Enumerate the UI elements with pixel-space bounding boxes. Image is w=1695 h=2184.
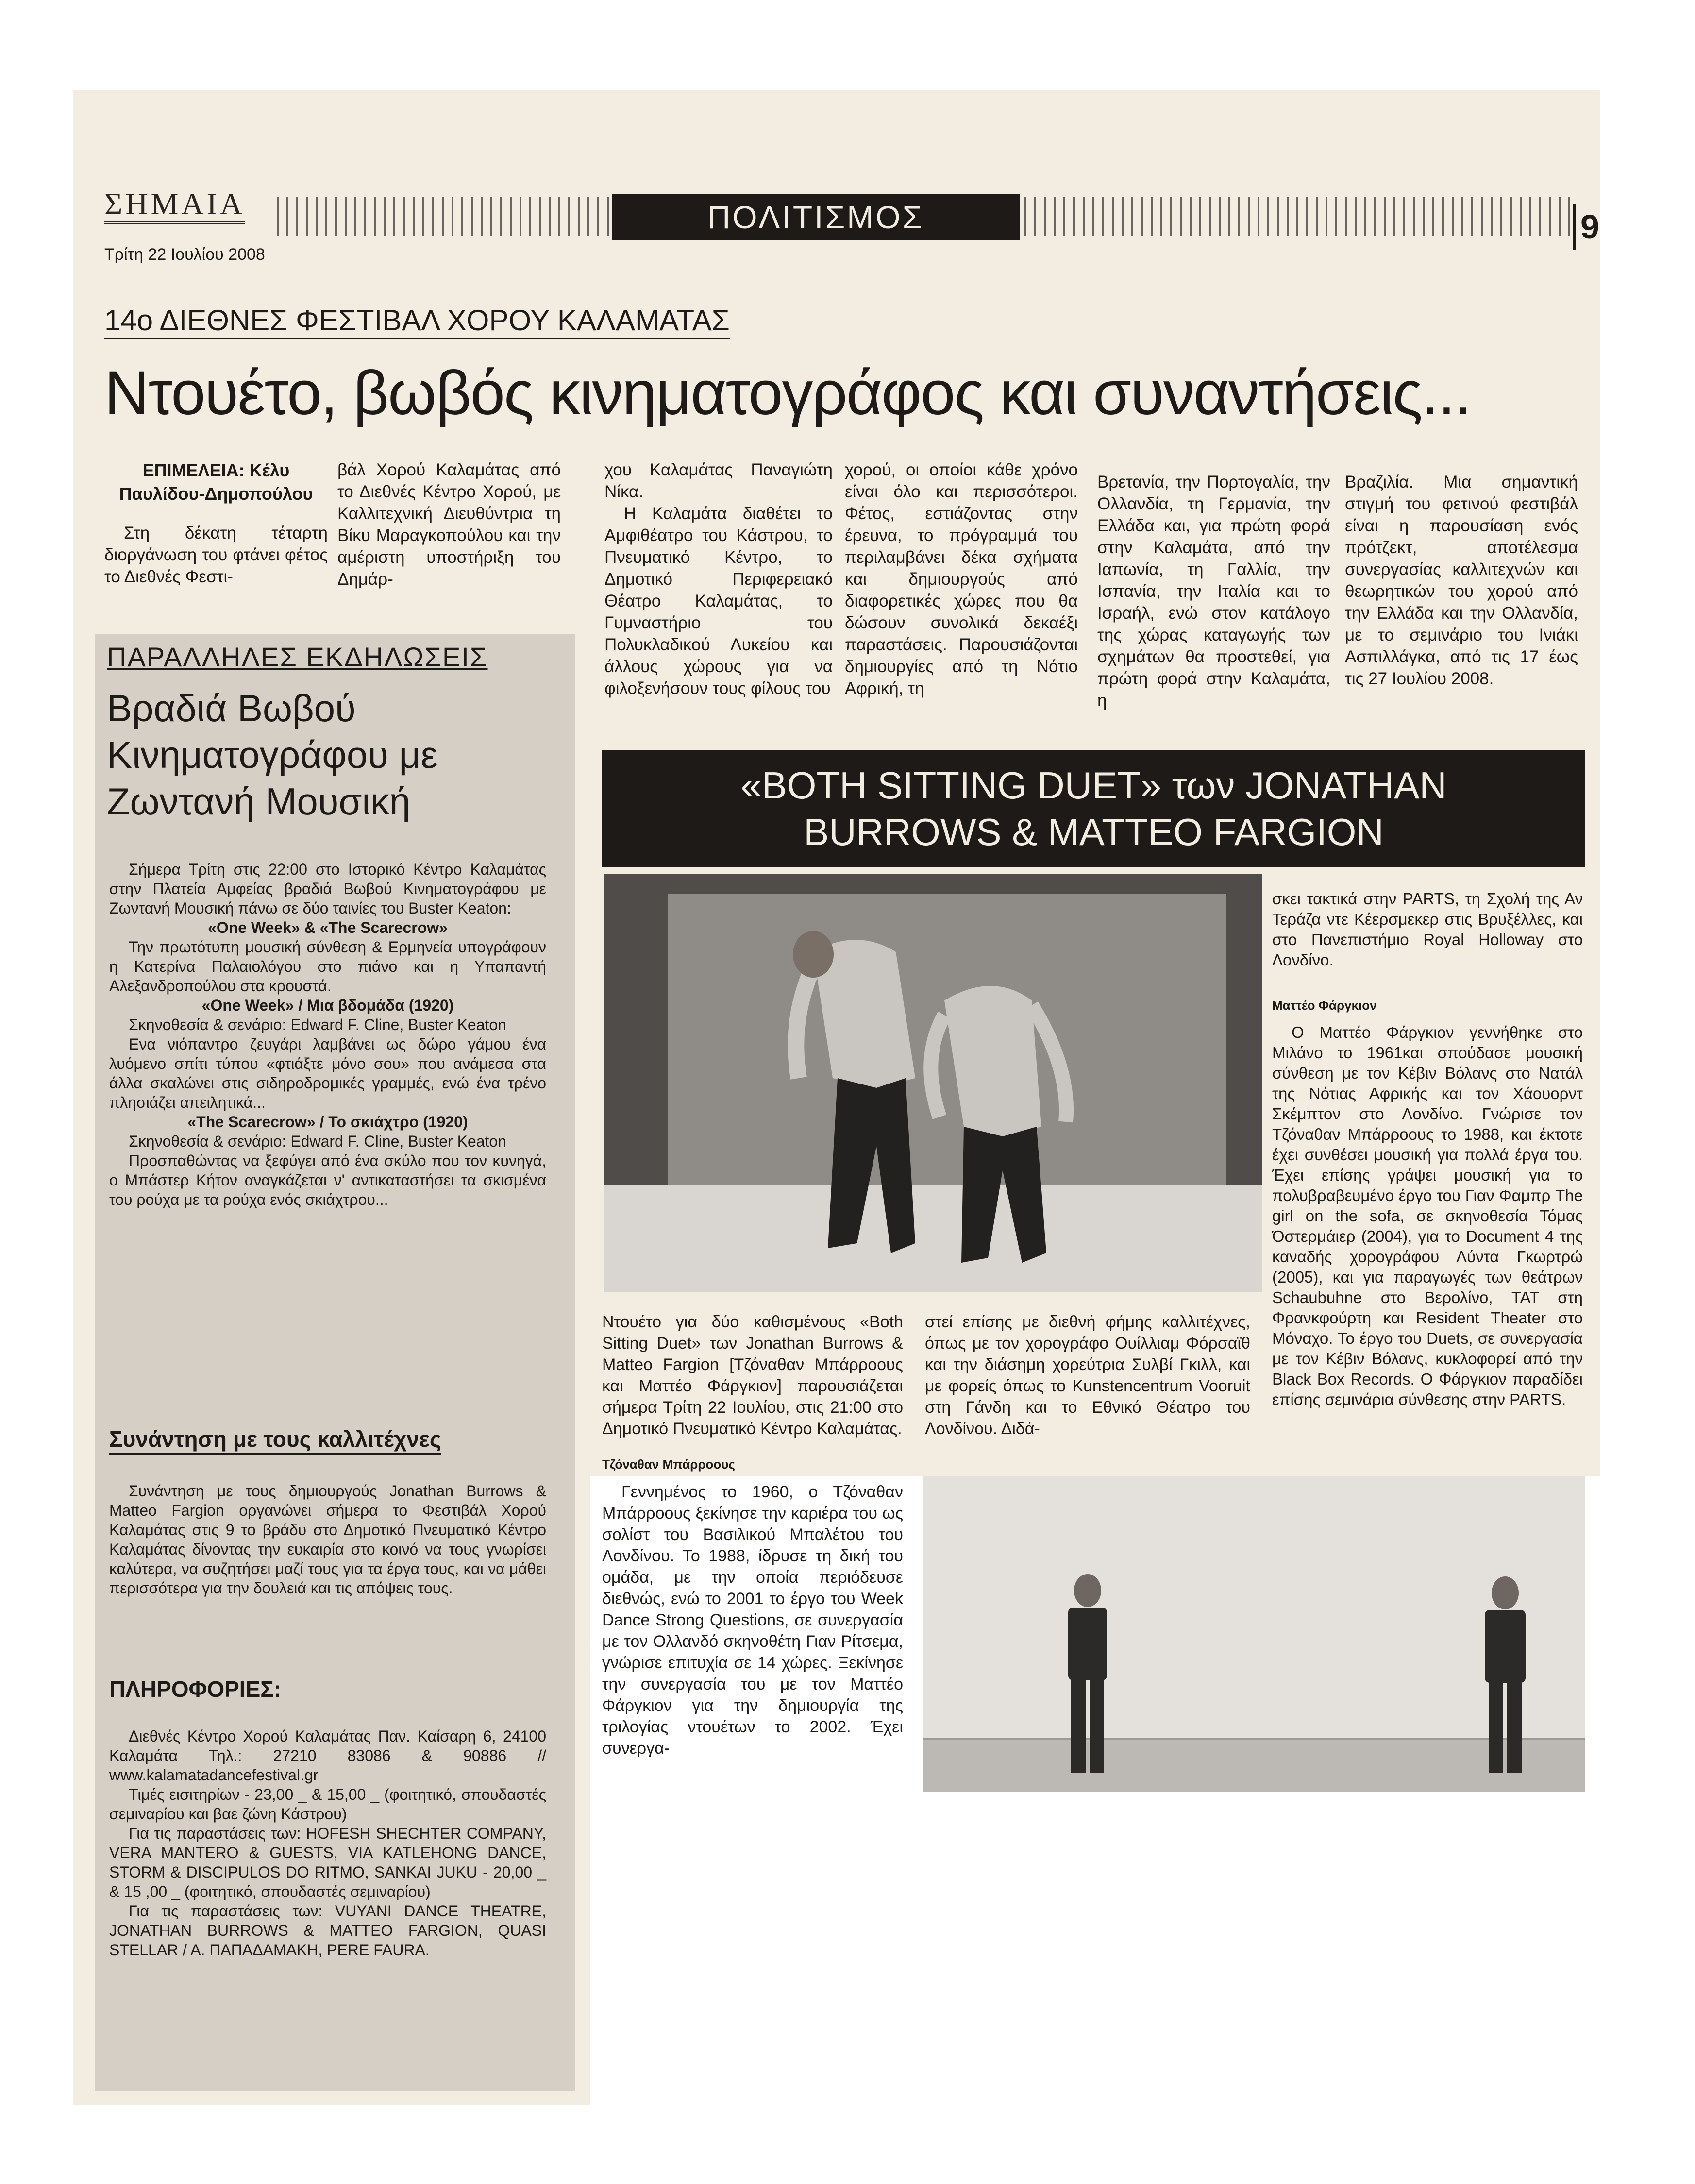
page-number: 9 [1573,204,1600,250]
sidebar-title: Βραδιά Βωβού Κινηματογράφου με Ζωντανή Μουσική [107,687,438,823]
fargion-text: Ο Ματτέο Φάργκιον γεννήθηκε στο Μιλάνο το 1961και σπούδασε μουσική σύνθεση με τον Κέβιν Βόλανς στο Νατάλ της Νότιας Αφρικής και τον Χάουορντ Σκέμπτον στο Λονδίνο. Γνώρισε τον Τζόναθαν Μπάρροους το 1988, και έκτοτε έχει συνθέσει μουσική για πολλά έργα του. Έχει επίσης γράψει μουσική για το πολυβραβευμένο έργο του Γιαν Φαμπρ The girl on the sofa, σε σκηνοθεσία Τόμας Όστερμάιερ (2004), για το Document 4 της καναδής χορογράφου Λύντα Γκωρτρώ (2005), και για παραγωγές των θεάτρων Schaubuhne στο Βερολίνο, TAT στη Φρανκφούρτη και Resident Theater στο Μόναχο. Το έργο του Duets, σε συνεργασία με τον Κέβιν Βόλανς, κυκλοφορεί από την Black Box Records. Ο Φάργκιον παραδίδει επίσης σεμινάρια σύνθεσης στην PARTS. [1272,1023,1583,1408]
meet-text-block [109,1481,546,1598]
info-heading: ΠΛΗΡΟΦΟΡΙΕΣ: [109,1676,282,1702]
info-paragraph: Τιμές εισιτηρίων - 23,00 _ & 15,00 _ (φοιτητικό, σπουδαστές σεμιναρίου και βαε ζώνη Κάστρου) [109,1786,546,1823]
right-column [1272,889,1583,970]
sidebar-paragraph: Σήμερα Τρίτη στις 22:00 στο Ιστορικό Κέντρο Καλαμάτας στην Πλατεία Αμφείας βραδιά Βωβού Κινηματογράφου με Ζωντανή Μουσική πάνω σε δύο ταινίες του Buster Keaton: [109,861,546,917]
fargion-bio [1272,1022,1583,1410]
film-title: «The Scarecrow» / Το σκιάχτρο (1920) [187,1113,468,1131]
section-title: ΠΟΛΙΤΙΣΜΟΣ [612,194,1020,240]
fargion-heading: Ματτέο Φάργκιον [1272,998,1377,1013]
feature-banner [602,750,1585,867]
sidebar-text [109,860,546,1209]
info-paragraph: Για τις παραστάσεις των: VUYANI DANCE THEATRE, JONATHAN BURROWS & MATTEO FARGION, QUASI STELLAR / A. ΠΑΠΑΔΑΜΑΚΗ, PERE FAURA. [109,1902,546,1959]
burrows-text: Γεννημένος το 1960, ο Τζόναθαν Μπάρροους ξεκίνησε την καριέρα του ως σολίστ του Βασιλικού Μπαλέτου του Λονδίνου. Το 1988, ίδρυσε τη δική του ομάδα, με την οποία περιόδευσε διεθνώς, ενώ το 2001 το έργο του Week Dance Strong Questions, σε συνεργασία με τον Ολλανδό σκηνοθέτη Γιαν Ρίτσεμα, γνώρισε επιτυχία σε 14 χώρες. Ξεκίνησε την συνεργασία του με τον Ματτέο Φάργκιον για την δημιουργία της τριλογίας ντουέτων το 2002. Έχει συνεργα- [602,1483,903,1758]
sidebar-paragraph: Σκηνοθεσία & σενάριο: Edward F. Cline, Buster Keaton [129,1016,506,1033]
article-paragraph: βάλ Χορού Καλαμάτας από το Διεθνές Κέντρο Χορού, με Καλλιτεχνική Διευθύντρια τη Βίκυ Μαραγκοπούλου και την αμέριστη υποστήριξη του Δημάρ- [337,460,561,589]
sidebar-paragraph: Προσπαθώντας να ξεφύγει από ένα σκύλο που τον κυνηγά, ο Μπάστερ Κήτον αναγκάζεται ν' αντικαταστήσει τα σκισμένα του ρούχα με τα ρούχα ενός σκιάχτρου... [109,1152,546,1208]
article-paragraph: χου Καλαμάτας Παναγιώτη Νίκα. [604,460,833,501]
meet-text: Συνάντηση με τους δημιουργούς Jonathan Burrows & Matteo Fargion οργανώνει σήμερα το Φεστιβάλ Χορού Καλαμάτας στις 9 το βράδυ στο Δημοτικό Πνευματικό Κέντρο Καλαμάτας δίνοντας την ευκαιρία στο κοινό να τους γνωρίσει καλύτερα, να συζητήσει μαζί τους για τα έργα τους, και να μάθει περισσότερα για την δουλειά και τις απόψεις τους. [109,1482,546,1597]
sidebar-paragraph: Ενα νιόπαντρο ζευγάρι λαμβάνει ως δώρο γάμου ένα λυόμενο σπίτι τύπου «φτιάξτε μόνο σου» που ανάμεσα στα άλλα σκαλώνει στις σιδηροδρομικές γραμμές, ενώ ένα τρένο πλησιάζει απειλητικά... [109,1035,546,1111]
meet-heading: Συνάντηση με τους καλλιτέχνες [109,1425,441,1455]
article-paragraph: Στη δέκατη τέταρτη διοργάνωση του φτάνει φέτος το Διεθνές Φεστι- [104,524,328,586]
burrows-heading: Τζόναθαν Μπάρροους [602,1457,735,1472]
article-column-4 [845,459,1078,699]
byline: ΕΠΙΜΕΛΕΙΑ: Κέλυ Παυλίδου-Δημοπούλου [119,460,313,504]
banner-line-2: BURROWS & MATTEO FARGION [804,811,1384,853]
sidebar-tag: ΠΑΡΑΛΛΗΛΕΣ ΕΚΔΗΛΩΣΕΙΣ [107,642,488,672]
article-paragraph: Βρετανία, την Πορτογαλία, την Ολλανδία, τη Γερμανία, την Ελλάδα και, για πρώτη φορά στην Καλαμάτα, από την Ιαπωνία, τη Γαλλία, την Ισπανία, την Ιταλία και το Ισραήλ, ενώ στον κατάλογο της χώρας καταγωγής των σχημάτων θα προστεθεί, για πρώτη φορά στην Καλαμάτα, η [1097,473,1330,710]
headline: Ντουέτο, βωβός κινηματογράφος και συναντήσεις... [104,358,1471,428]
banner-line-1: «BOTH SITTING DUET» των JONATHAN [740,764,1447,807]
kicker: 14ο ΔΙΕΘΝΕΣ ΦΕΣΤΙΒΑΛ ΧΟΡΟΥ ΚΑΛΑΜΑΤΑΣ [104,304,730,339]
portrait-photo [923,1476,1585,1792]
sidebar-paragraph: Την πρωτότυπη μουσική σύνθεση & Ερμηνεία υπογράφουν η Κατερίνα Παλαιολόγου στο πιάνο και η Υπαπαντή Αλεξανδροπούλου στα κρουστά. [109,938,546,995]
right-text: σκει τακτικά στην PARTS, τη Σχολή της Αν Τεράζα ντε Κέερσμεκερ στις Βρυξέλλες, και στο Πανεπιστήμιο Royal Holloway στο Λονδίνο. [1272,890,1583,969]
article-paragraph: Η Καλαμάτα διαθέτει το Αμφιθέατρο του Κάστρου, το Πνευματικό Κέντρο, το Δημοτικό Περιφερειακό Θέατρο Καλαμάτας, το Γυμναστήριο του Πολυκλαδικού Λυκείου και άλλους χώρους για να φιλοξενήσουν τους φίλους του [604,504,833,698]
info-paragraph: Για τις παραστάσεις των: HOFESH SHECHTER COMPANY, VERA MANTERO & GUESTS, VIA KATLEHONG DANCE, STORM & DISCIPULOS DO RITMO, SANKAI JUKU - 20,00 _ & 15 ,00 _ (φοιτητικό, σπουδαστές σεμιναρίου) [109,1825,546,1900]
film-titles: «One Week» & «The Scarecrow» [208,919,448,936]
photo-caption: Ντουέτο για δύο καθισμένους «Both Sitting Duet» των Jonathan Burrows & Matteo Fargion [Τζόναθαν Μπάρροους και Ματτέο Φάργκιον] παρουσιάζεται σήμερα Τρίτη 22 Ιουλίου, στις 21:00 στο Δημοτικό Πνευματικό Κέντρο Καλαμάτας. [602,1313,903,1438]
issue-date: Τρίτη 22 Ιουλίου 2008 [104,245,265,264]
info-paragraph: Διεθνές Κέντρο Χορού Καλαμάτας Παν. Καίσαρη 6, 24100 Καλαμάτα Τηλ.: 27210 83086 & 90886 // www.kalamatadancefestival.gr [109,1727,546,1784]
article-column-6 [1345,471,1578,690]
middle-text: στεί επίσης με διεθνή φήμης καλλιτέχνες, όπως με τον χορογράφο Ουίλλιαμ Φόρσαϊθ και την διάσημη χορεύτρια Συλβί Γκιλλ, και με φορείς όπως το Kunstencentrum Vooruit στη Γάνδη και το Εθνικό Θέατρο του Λονδίνου. Διδά- [925,1313,1250,1438]
article-column-3 [604,459,833,699]
sidebar-paragraph: Σκηνοθεσία & σενάριο: Edward F. Cline, Buster Keaton [129,1133,506,1150]
film-title: «One Week» / Μια βδομάδα (1920) [201,997,454,1014]
article-column-5 [1097,471,1330,711]
article-column-1 [104,522,328,588]
article-paragraph: Βραζιλία. Μια σημαντική στιγμή του φετινού φεστιβάλ είναι η παρουσίαση ενός πρότζεκτ, αποτέλεσμα συνεργασίας καλλιτεχνών και θεωρητικών του χορού από την Ελλάδα και την Ολλανδία, με το σεμινάριο του Ινιάκι Ασπιλλάγκα, από τις 17 έως τις 27 Ιουλίου 2008. [1345,473,1578,688]
duet-photo [604,874,1262,1292]
article-paragraph: χορού, οι οποίοι κάθε χρόνο είναι όλο και περισσότεροι. Φέτος, εστιάζοντας στην έρευνα, το πρόγραμμά του περιλαμβάνει δέκα σχήματα και δημιουργούς από διαφορετικές χώρες που θα δώσουν συνολικά δεκαέξι παραστάσεις. Παρουσιάζονται δημιουργίες από τη Νότιο Αφρική, τη [845,460,1078,698]
masthead-title: ΣΗΜΑΙΑ [104,187,245,224]
article-column-2 [337,459,561,590]
middle-column [925,1311,1250,1439]
burrows-bio [602,1481,903,1759]
info-block [109,1727,546,1960]
